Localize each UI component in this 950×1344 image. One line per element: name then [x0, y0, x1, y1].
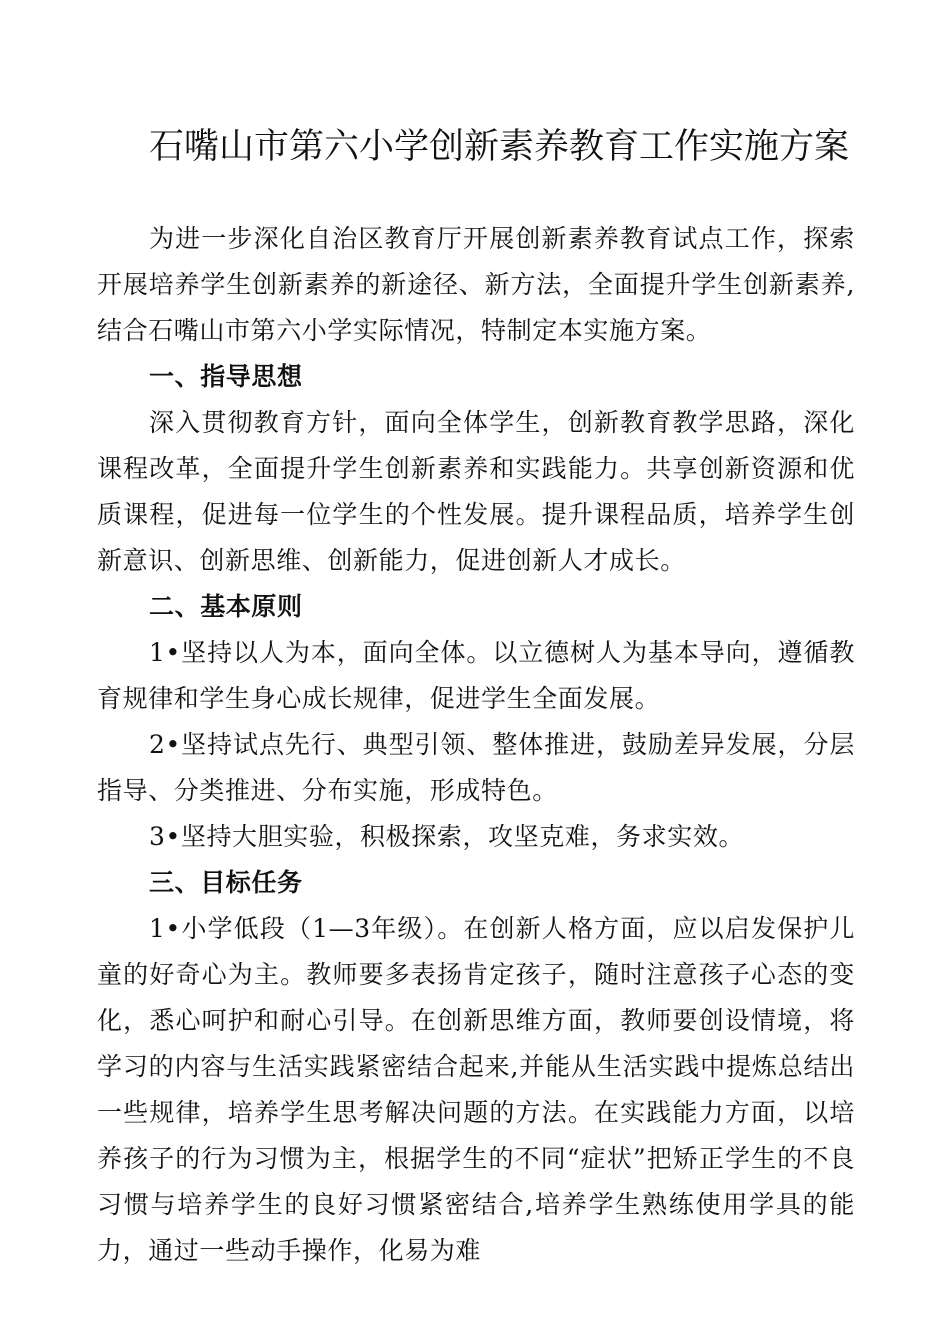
goal-item-1: 1•小学低段（1—3年级）。在创新人格方面，应以启发保护儿童的好奇心为主。教师要多表扬肯定孩子，随时注意孩子心态的变化，悉心呵护和耐心引导。在创新思维方面，教师要创设情境，将学习的内容与生活实践紧密结合起来,并能从生活实践中提炼总结出一些规律，培养学生思考解决问题的方法。在实践能力方面，以培养孩子的行为习惯为主，根据学生的不同“症状”把矫正学生的不良习惯与培养学生的良好习惯紧密结合,培养学生熟练使用学具的能力，通过一些动手操作，化易为难: [97, 914, 855, 1265]
section-heading-guiding-ideology: 一、指导思想: [149, 362, 303, 391]
section-heading-goals-tasks: 三、目标任务: [149, 868, 303, 897]
principle-item-2: 2•坚持试点先行、典型引领、整体推进，鼓励差异发展，分层指导、分类推进、分布实施，形成特色。: [97, 730, 855, 805]
principle-item-1: 1•坚持以人为本，面向全体。以立德树人为基本导向，遵循教育规律和学生身心成长规律，促进学生全面发展。: [97, 638, 855, 713]
document-page: [97, 118, 855, 1274]
principle-item-3: 3•坚持大胆实验，积极探索，攻坚克难，务求实效。: [149, 822, 745, 851]
document-title: 石嘴山市第六小学创新素养教育工作实施方案: [149, 127, 850, 167]
section-body-guiding-ideology: 深入贯彻教育方针，面向全体学生，创新教育教学思路，深化课程改革，全面提升学生创新素养和实践能力。共享创新资源和优质课程，促进每一位学生的个性发展。提升课程品质，培养学生创新意识、创新思维、创新能力，促进创新人才成长。: [97, 408, 855, 575]
intro-paragraph: 为进一步深化自治区教育厅开展创新素养教育试点工作，探索开展培养学生创新素养的新途径、新方法，全面提升学生创新素养,结合石嘴山市第六小学实际情况，特制定本实施方案。: [97, 224, 855, 345]
section-heading-basic-principles: 二、基本原则: [149, 592, 303, 621]
